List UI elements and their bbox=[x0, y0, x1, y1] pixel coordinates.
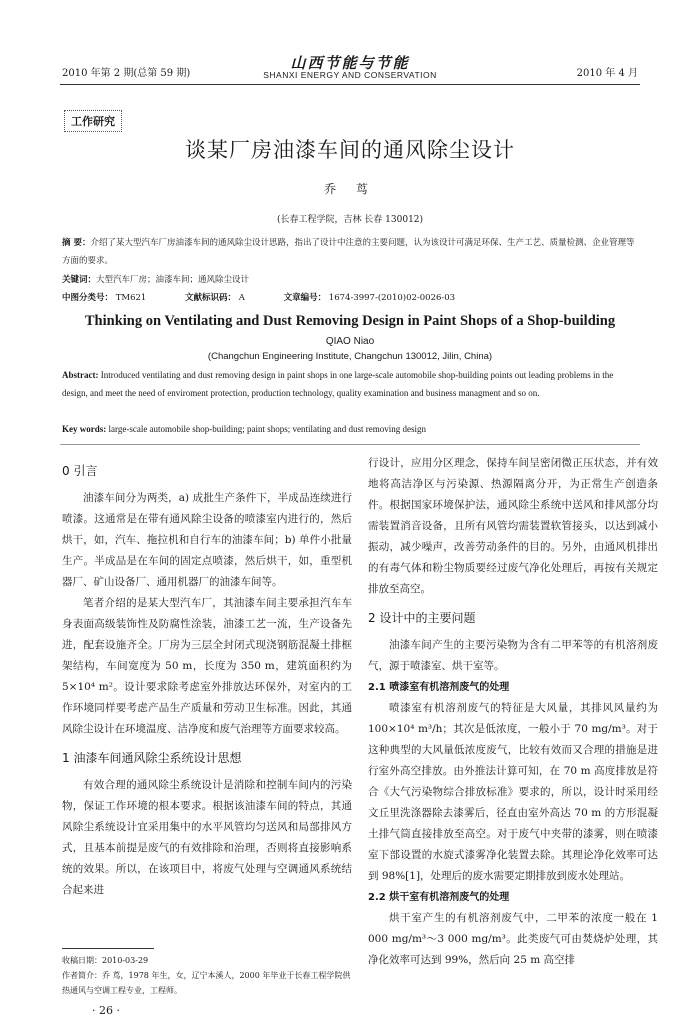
author-en: QIAO Niao bbox=[325, 336, 375, 347]
footnote-received-date: 收稿日期：2010-03-29 bbox=[62, 956, 149, 965]
keywords-cn-label: 关键词： bbox=[62, 275, 97, 285]
clc-label: 中图分类号： bbox=[62, 293, 114, 303]
body-left-column bbox=[62, 453, 352, 901]
section-heading-2: 2 设计中的主要问题 bbox=[368, 611, 476, 625]
keywords-en-text: large-scale automobile shop-building; paint shops; ventilating and dust removing design bbox=[108, 424, 427, 434]
header-rule bbox=[60, 84, 640, 85]
footnote-author-bio: 作者简介：乔 茑，1978 年生，女，辽宁本溪人，2000 年毕业于长春工程学院供热通风与空调工程专业，工程师。 bbox=[62, 971, 351, 995]
page-number: · 26 · bbox=[92, 1004, 120, 1017]
header-date: 2010 年 4 月 bbox=[576, 68, 638, 79]
abstract-en-label: Abstract: bbox=[62, 370, 99, 380]
article-id-label: 文章编号： bbox=[283, 293, 327, 303]
paragraph: 油漆车间产生的主要污染物为含有二甲苯等的有机溶剂废气，源于喷漆室、烘干室等。 bbox=[368, 639, 658, 672]
abstract-cn-label: 摘 要： bbox=[62, 238, 91, 248]
keywords-cn bbox=[62, 271, 638, 289]
affiliation-en: (Changchun Engineering Institute, Changchun 130012, Jilin, China) bbox=[207, 351, 493, 362]
paragraph: 喷漆室有机溶剂废气的特征是大风量，其排风风量约为 100×10⁴ m³/h；其次是低浓度，一般小于 70 mg/m³。对于这种典型的大风量低浓度废气，比较有效而又合理的措施是进行室外高空排放。由外推法计算可知，在 70 m 高度排放是符合《大气污染物综合排放标准》要求的，所以，设计时采用经文丘里洗涤器除去漆雾后，径直由室外高达 70 m 的方形混凝土排气筒直接排放至高空。对于废气中夹带的漆雾，则在喷漆室下部设置的水旋式漆雾净化装置去除。其理论净化效率可达到 98%[1]，处理后的废水需要定期排放到废水处理站。 bbox=[368, 702, 658, 882]
paragraph-continued: 行设计，应用分区理念，保持车间呈密闭微正压状态，并有效地将高洁净区与污染源、热源隔离分开，为正常生产创造条件。根据国家环境保护法，通风除尘系统中送风和排风部分均需装置消音设备，且所有风管均需装置软管接头，以达到减小振动，减少噪声，改善劳动条件的目的。另外，由通风机排出的有毒气体和粉尘物质要经过废气净化处理后，再按有关规定排放至高空。 bbox=[368, 457, 658, 595]
article-id-value: 1674-3997-(2010)02-0026-03 bbox=[328, 293, 456, 303]
paragraph: 油漆车间分为两类，a) 成批生产条件下，半成品连续进行喷漆。这通常是在带有通风除尘设备的喷漆室内进行的，然后烘干，如，汽车、拖拉机和自行车的油漆车间；b) 单件小批量生产。半成品是在车间的固定点喷漆，然后烘干，如，重型机器厂、矿山设备厂、通用机器厂的油漆车间等。 bbox=[62, 492, 352, 588]
paragraph: 烘干室产生的有机溶剂废气中，二甲苯的浓度一般在 1 000 mg/m³～3 000 mg/m³。此类废气可由焚烧炉处理，其净化效率可达到 99%，然后向 25 m 高空排 bbox=[368, 912, 658, 966]
footnote-rule bbox=[62, 948, 154, 949]
subsection-heading-2-1: 2.1 喷漆室有机溶剂废气的处理 bbox=[368, 682, 510, 693]
article-title-cn: 谈某厂房油漆车间的通风除尘设计 bbox=[185, 138, 515, 162]
subsection-heading-2-2: 2.2 烘干室有机溶剂废气的处理 bbox=[368, 892, 510, 903]
doc-code-value: A bbox=[238, 293, 245, 303]
journal-name: SHANXI ENERGY AND CONSERVATION bbox=[263, 70, 437, 80]
classification-line bbox=[62, 289, 638, 307]
abstract-cn bbox=[62, 234, 638, 270]
affiliation-cn: (长春工程学院，吉林 长春 130012) bbox=[276, 215, 424, 225]
article-title-en: Thinking on Ventilating and Dust Removing Design in Paint Shops of a Shop-building bbox=[84, 313, 616, 329]
abstract-en-text: Introduced ventilating and dust removing design in paint shops in one large-scale automobile shop-building points out leading problems in the design, and meet the need of enviroment protection, production technology, quality examination and business managment and so on. bbox=[62, 370, 614, 398]
clc-value: TM621 bbox=[115, 293, 147, 303]
section-heading-1: 1 油漆车间通风除尘系统设计思想 bbox=[62, 751, 242, 765]
doc-code-label: 文献标识码： bbox=[185, 293, 237, 303]
abstract-cn-text: 介绍了某大型汽车厂房油漆车间的通风除尘设计思路，指出了设计中注意的主要问题，认为该设计可满足环保、生产工艺、质量检测、企业管理等方面的要求。 bbox=[62, 238, 635, 266]
journal-logo: 山西节能与节能 bbox=[290, 54, 410, 72]
keywords-en bbox=[62, 420, 638, 438]
keywords-cn-text: 大型汽车厂房；油漆车间；通风除尘设计 bbox=[96, 275, 250, 285]
author-cn: 乔 茑 bbox=[324, 182, 376, 196]
abstract-en bbox=[62, 366, 638, 402]
paragraph: 有效合理的通风除尘系统设计是消除和控制车间内的污染物，保证工作环境的根本要求。根据该油漆车间的特点，其通风除尘系统设计宜采用集中的水平风管均匀送风和局部排风方式，且基本前提是废气的有效排除和治理，否则将直接影响系统的效果。所以，在该项目中，将废气处理与空调通风系统结合起来进 bbox=[62, 779, 352, 896]
header-issue: 2010 年第 2 期(总第 59 期) bbox=[62, 68, 191, 79]
body-right-column bbox=[368, 453, 658, 971]
section-separator bbox=[60, 444, 640, 445]
section-heading-intro: 0 引言 bbox=[62, 464, 98, 478]
column-tag: 工作研究 bbox=[64, 110, 122, 132]
keywords-en-label: Key words: bbox=[62, 424, 107, 434]
paragraph: 笔者介绍的是某大型汽车厂，其油漆车间主要承担汽车车身表面高级装饰性及防腐性涂装，油漆工艺一流，生产设备先进，配套设施齐全。厂房为三层全封闭式现浇钢筋混凝土排框架结构，车间宽度为 50 m，长度为 350 m，建筑面积约为 5×10⁴ m²。设计要求除考虑室外排放达环保外，对室内的工作环境同样要考虑产品生产质量和劳动卫生标准。因此，其通风除尘设计在环境温度、洁净度和废气治理等方面要求较高。 bbox=[62, 597, 352, 735]
